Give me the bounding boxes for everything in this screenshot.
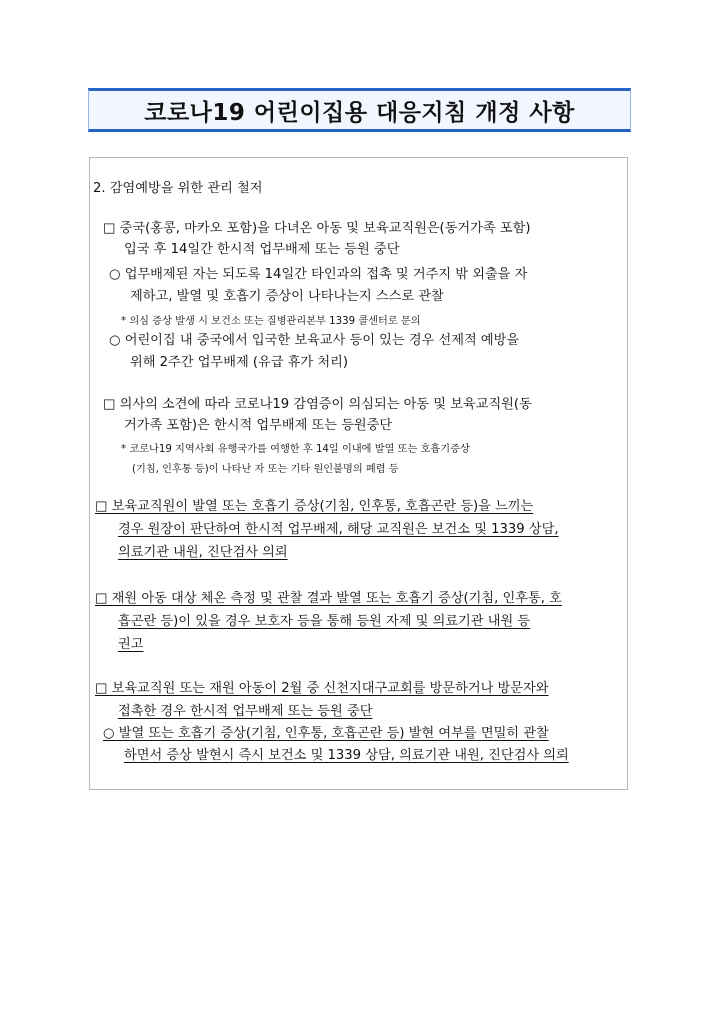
item-line-underlined: 흡곤란 등)이 있을 경우 보호자 등을 통해 등원 자제 및 의료기관 내원 등 (118, 614, 531, 629)
item-line: 거가족 포함)은 한시적 업무배제 또는 등원중단 (124, 418, 393, 433)
item-line: ○ 어린이집 내 중국에서 입국한 보육교사 등이 있는 경우 선제적 예방을 (109, 333, 520, 348)
item-line-underlined: 접촉한 경우 한시적 업무배제 또는 등원 중단 (118, 704, 373, 719)
item-line: 제하고, 발열 및 호흡기 증상이 나타나는지 스스로 관찰 (130, 289, 444, 304)
item-line: □ 중국(홍콩, 마카오 포함)을 다녀온 아동 및 보육교직원은(동거가족 포함) (103, 221, 531, 236)
item-line-underlined: □ 보육교직원이 발열 또는 호흡기 증상(기침, 인후통, 호흡곤란 등)을 느끼는 (95, 499, 534, 514)
item-line-underlined: □ 재원 아동 대상 체온 측정 및 관찰 결과 발열 또는 호흡기 증상(기침, 인후통, 호 (95, 591, 562, 606)
item-line-underlined: 권고 (118, 637, 144, 652)
item-line: ○ 업무배제된 자는 되도록 14일간 타인과의 접촉 및 거주지 밖 외출을 자 (109, 267, 528, 282)
item-line: 입국 후 14일간 한시적 업무배제 또는 등원 중단 (124, 242, 400, 257)
item-line-underlined: 경우 원장이 판단하여 한시적 업무배제, 해당 교직원은 보건소 및 1339 상담, (118, 522, 559, 537)
item-line-underlined: 의료기관 내원, 진단검사 의뢰 (118, 545, 288, 560)
page-title: 코로나19 어린이집용 대응지침 개정 사항 (144, 99, 575, 126)
item-line: □ 의사의 소견에 따라 코로나19 감염증이 의심되는 아동 및 보육교직원(동 (103, 397, 532, 412)
item-line: 위해 2주간 업무배제 (유급 휴가 처리) (130, 355, 348, 370)
note-line: (기침, 인후통 등)이 나타난 자 또는 기타 원인불명의 폐렴 등 (132, 464, 399, 475)
item-line-underlined: 하면서 증상 발현시 즉시 보건소 및 1339 상담, 의료기관 내원, 진단검사 의뢰 (124, 748, 569, 763)
note-line: * 코로나19 지역사회 유행국가를 여행한 후 14일 이내에 발열 또는 호흡기증상 (121, 444, 470, 455)
note-line: * 의심 증상 발생 시 보건소 또는 질병관리본부 1339 콜센터로 문의 (121, 316, 421, 327)
item-line-underlined: □ 보육교직원 또는 재원 아동이 2월 중 신천지대구교회를 방문하거나 방문자와 (95, 681, 549, 696)
section-heading: 2. 감염예방을 위한 관리 철저 (93, 181, 263, 196)
item-line-underlined: ○ 발열 또는 호흡기 증상(기침, 인후통, 호흡곤란 등) 발현 여부를 면밀히 관찰 (103, 726, 549, 741)
title-box (88, 88, 631, 132)
